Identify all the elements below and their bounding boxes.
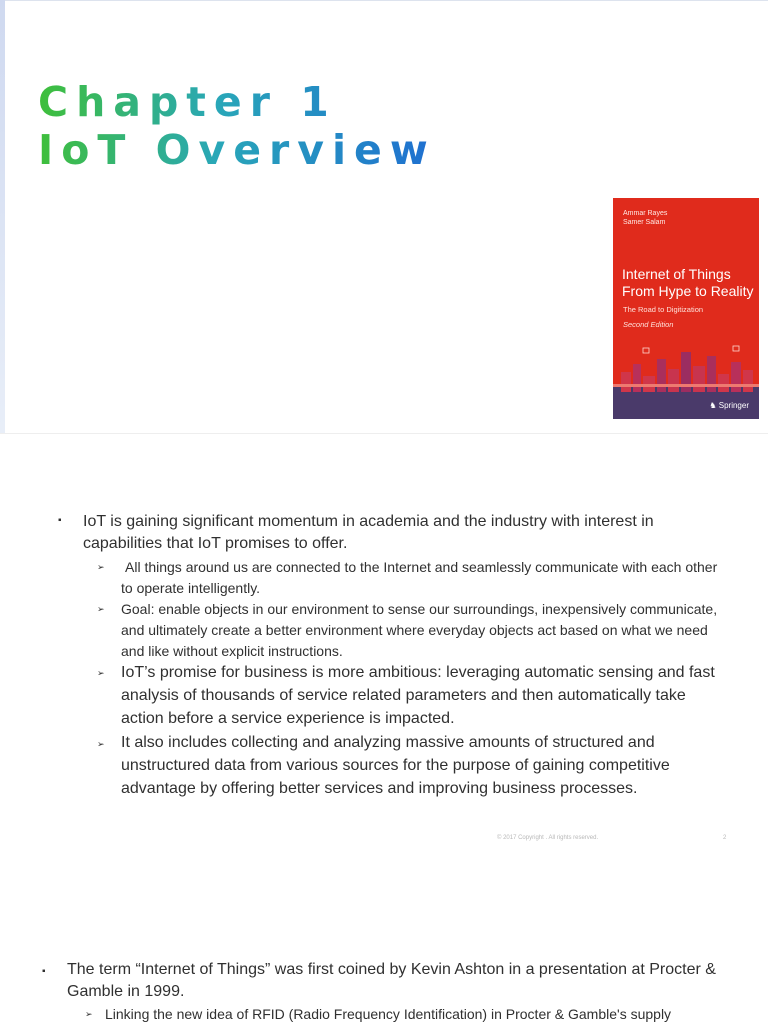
- book-publisher-label: Springer: [718, 401, 749, 410]
- book-title-line2: From Hype to Reality: [622, 283, 754, 299]
- bullet-text: The term “Internet of Things” was first coined by Kevin Ashton in a presentation at Procter & Gamble in 1999.: [67, 961, 716, 1000]
- slide-left-edge: [0, 0, 5, 433]
- bullet-marker: ▪: [42, 966, 46, 977]
- chapter-title-line1: Chapter 1: [38, 78, 337, 126]
- chapter-title-line2: IoT Overview: [38, 126, 436, 174]
- book-edition: Second Edition: [623, 320, 674, 329]
- book-subtitle: The Road to Digitization: [623, 305, 704, 314]
- page-number: 2: [723, 835, 727, 841]
- sub-bullet-marker: ➢: [97, 562, 105, 572]
- book-author-2: Samer Salam: [623, 219, 666, 226]
- chapter-title: [38, 78, 436, 174]
- sub-bullet-text: All things around us are connected to the Internet and seamlessly communicate with each other to operate intelligently.: [121, 559, 718, 596]
- sub-bullet-text: Goal: enable objects in our environment to sense our surroundings, inexpensively communicate, and ultimately create a better environment where everyday objects act based on what we need and like without explicit instructions.: [121, 601, 718, 659]
- book-author-1: Ammar Rayes: [623, 210, 668, 217]
- slide-top-border: [0, 0, 768, 1]
- book-title-line1: Internet of Things: [622, 266, 731, 282]
- sub-bullet-marker: ➢: [97, 739, 105, 749]
- book-publisher: [709, 401, 749, 410]
- sub-bullet-text: It also includes collecting and analyzing massive amounts of structured and unstructured data from various sources for the purpose of gaining competitive advantage by offering better services and improving business processes.: [121, 734, 670, 797]
- book-cover: [613, 198, 759, 419]
- footer-copyright: © 2017 Copyright . All rights reserved.: [497, 835, 599, 841]
- springer-horse-icon: ♞: [709, 401, 717, 410]
- sub-bullet-marker: ➢: [85, 1009, 93, 1019]
- sub-bullet-text: IoT’s promise for business is more ambitious: leveraging automatic sensing and fast analysis of thousands of service related parameters and then automatically take action before a service experience is impacted.: [121, 664, 715, 727]
- sub-bullet-marker: ➢: [97, 604, 105, 614]
- sub-bullet-text: Linking the new idea of RFID (Radio Frequency Identification) in Procter & Gamble's supply: [105, 1006, 672, 1022]
- sub-bullet-marker: ➢: [97, 668, 105, 678]
- bullet-marker: ▪: [58, 515, 62, 526]
- bullet-text: IoT is gaining significant momentum in academia and the industry with interest in capabilities that IoT promises to offer.: [83, 513, 654, 552]
- slide-title: [0, 0, 768, 433]
- slide-divider: [0, 433, 768, 434]
